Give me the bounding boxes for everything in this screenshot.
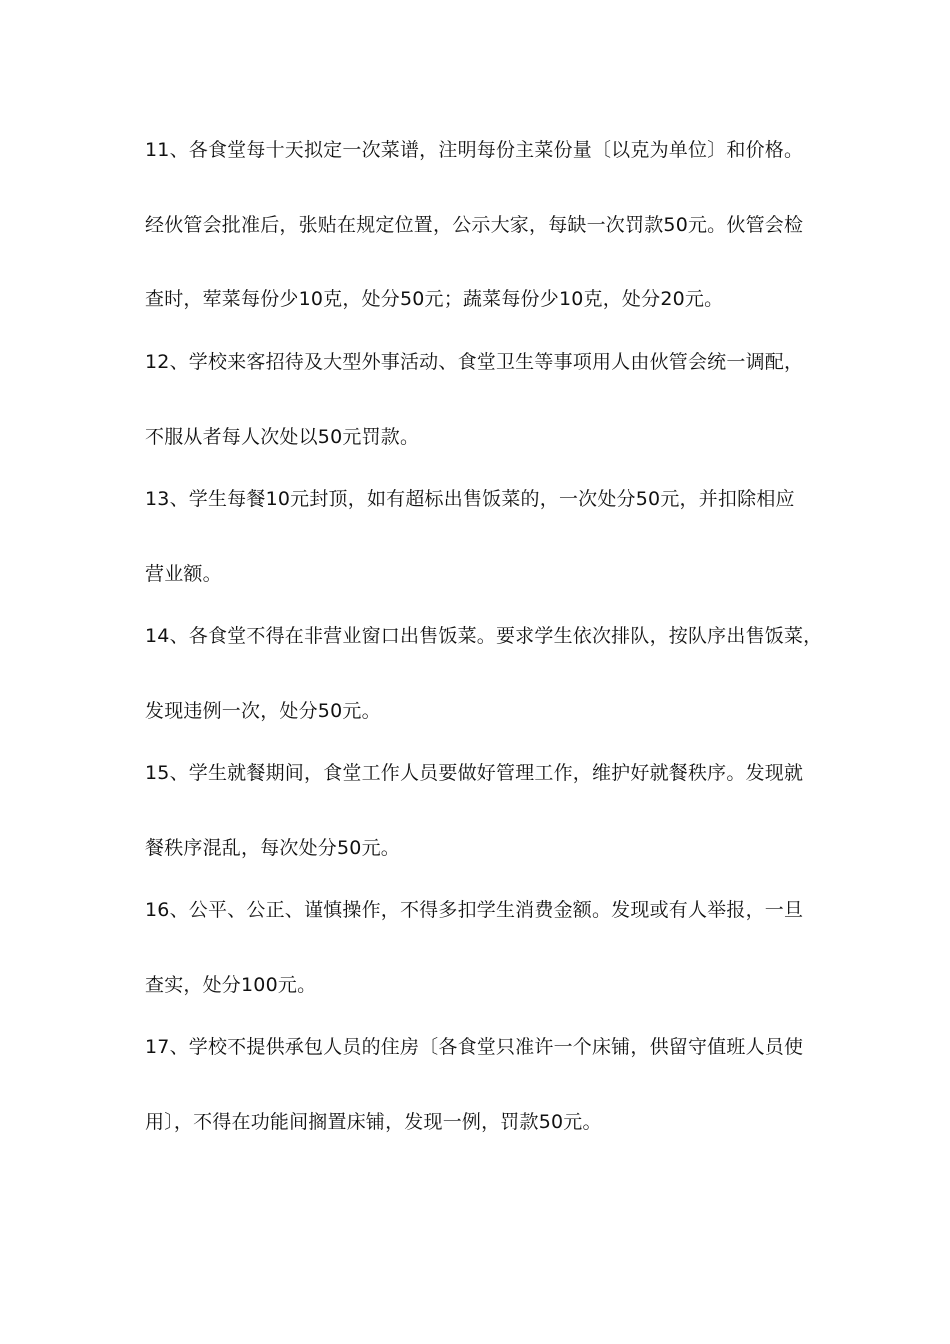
- rule-17-line-2: 用〕，不得在功能间搁置床铺，发现一例，罚款50元。: [145, 1111, 602, 1133]
- rule-12-line-2: 不服从者每人次处以50元罚款。: [145, 426, 420, 448]
- rule-15-line-2: 餐秩序混乱，每次处分50元。: [145, 837, 400, 859]
- rule-12-line-1: 12、学校来客招待及大型外事活动、食堂卫生等事项用人由伙管会统一调配，: [145, 351, 804, 373]
- rule-11-line-3: 查时，荤菜每份少10克，处分50元；蔬菜每份少10克，处分20元。: [145, 288, 724, 310]
- rule-14-line-1: 14、各食堂不得在非营业窗口出售饭菜。要求学生依次排队，按队序出售饭菜，: [145, 625, 823, 647]
- rule-11-line-1: 11、各食堂每十天拟定一次菜谱，注明每份主菜份量〔以克为单位〕和价格。: [145, 139, 804, 161]
- rule-13-line-2: 营业额。: [145, 563, 222, 585]
- rule-17-line-1: 17、学校不提供承包人员的住房〔各食堂只准许一个床铺，供留守值班人员使: [145, 1036, 804, 1058]
- rule-16-line-2: 查实，处分100元。: [145, 974, 317, 996]
- rule-11-line-2: 经伙管会批准后，张贴在规定位置，公示大家，每缺一次罚款50元。伙管会检: [145, 214, 804, 236]
- rule-14-line-2: 发现违例一次，处分50元。: [145, 700, 381, 722]
- rule-15-line-1: 15、学生就餐期间，食堂工作人员要做好管理工作，维护好就餐秩序。发现就: [145, 762, 804, 784]
- rule-13-line-1: 13、学生每餐10元封顶，如有超标出售饭菜的，一次处分50元，并扣除相应: [145, 488, 795, 510]
- rule-16-line-1: 16、公平、公正、谨慎操作，不得多扣学生消费金额。发现或有人举报，一旦: [145, 899, 804, 921]
